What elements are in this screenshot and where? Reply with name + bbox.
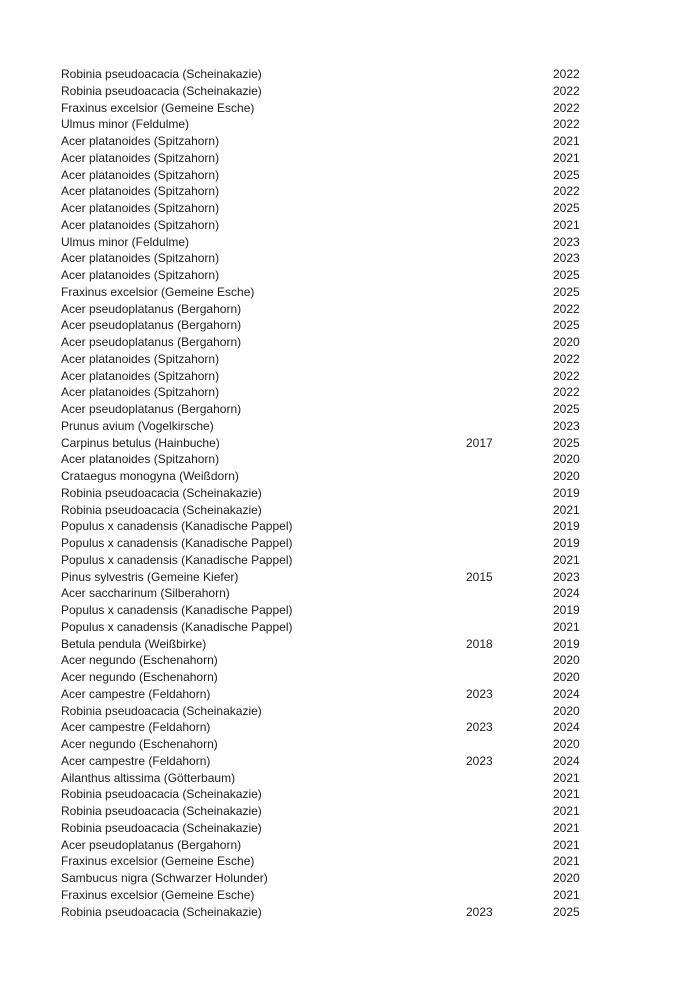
year-cell: 2020 bbox=[553, 871, 580, 885]
year-cell: 2025 bbox=[553, 268, 580, 282]
table-row bbox=[61, 83, 700, 100]
species-cell: Acer campestre (Feldahorn) bbox=[61, 720, 211, 735]
year-cell: 2025 bbox=[553, 284, 580, 299]
year-cell: 2020 bbox=[553, 703, 580, 718]
mid-year-cell: 2018 bbox=[466, 636, 493, 651]
year-cell: 2023 bbox=[553, 569, 580, 584]
year-cell: 2021 bbox=[553, 837, 580, 852]
table-row bbox=[61, 602, 700, 619]
table-row bbox=[61, 502, 700, 519]
table-row bbox=[61, 518, 700, 535]
species-cell: Acer platanoides (Spitzahorn) bbox=[61, 452, 220, 467]
year-cell: 2021 bbox=[553, 217, 580, 232]
table-row bbox=[61, 133, 700, 150]
species-cell: Acer pseudoplatanus (Bergahorn) bbox=[61, 318, 242, 333]
table-row bbox=[61, 904, 700, 921]
year-cell: 2021 bbox=[553, 502, 580, 517]
year-cell: 2022 bbox=[553, 301, 580, 316]
table-row bbox=[61, 451, 700, 468]
year-cell: 2022 bbox=[553, 100, 580, 115]
table-row bbox=[61, 736, 700, 753]
table-row bbox=[61, 468, 700, 485]
table-row bbox=[61, 351, 700, 368]
species-cell: Acer negundo (Eschenahorn) bbox=[61, 653, 218, 668]
species-cell: Acer pseudoplatanus (Bergahorn) bbox=[61, 837, 242, 852]
table-row bbox=[61, 887, 700, 904]
table-row bbox=[61, 552, 700, 569]
year-cell: 2021 bbox=[553, 854, 580, 869]
species-cell: Robinia pseudoacacia (Scheinakazie) bbox=[61, 83, 262, 98]
species-cell: Acer campestre (Feldahorn) bbox=[61, 686, 211, 701]
species-cell: Populus x canadensis (Kanadische Pappel) bbox=[61, 552, 293, 567]
table-row bbox=[61, 853, 700, 870]
species-cell: Acer saccharinum (Silberahorn) bbox=[61, 586, 230, 601]
species-cell: Pinus sylvestris (Gemeine Kiefer) bbox=[61, 569, 239, 584]
table-row bbox=[61, 435, 700, 452]
species-cell: Crataegus monogyna (Weißdorn) bbox=[61, 469, 239, 483]
table-row bbox=[61, 686, 700, 703]
table-row bbox=[61, 569, 700, 586]
species-cell: Acer platanoides (Spitzahorn) bbox=[61, 150, 220, 165]
year-cell: 2021 bbox=[553, 150, 580, 165]
table-row bbox=[61, 803, 700, 820]
year-cell: 2019 bbox=[553, 519, 580, 534]
species-cell: Populus x canadensis (Kanadische Pappel) bbox=[61, 536, 293, 550]
year-cell: 2020 bbox=[553, 469, 580, 483]
species-cell: Robinia pseudoacacia (Scheinakazie) bbox=[61, 904, 262, 919]
tree-species-list bbox=[61, 66, 700, 920]
year-cell: 2021 bbox=[553, 804, 580, 818]
year-cell: 2021 bbox=[553, 787, 580, 802]
species-cell: Ailanthus altissima (Götterbaum) bbox=[61, 770, 236, 785]
year-cell: 2021 bbox=[553, 820, 580, 835]
table-row bbox=[61, 669, 700, 686]
mid-year-cell: 2023 bbox=[466, 904, 493, 919]
species-cell: Acer platanoides (Spitzahorn) bbox=[61, 201, 220, 215]
year-cell: 2025 bbox=[553, 167, 580, 182]
mid-year-cell: 2023 bbox=[466, 686, 493, 701]
year-cell: 2024 bbox=[553, 753, 580, 768]
year-cell: 2025 bbox=[553, 318, 580, 333]
year-cell: 2019 bbox=[553, 603, 580, 617]
species-cell: Acer platanoides (Spitzahorn) bbox=[61, 351, 220, 366]
table-row bbox=[61, 183, 700, 200]
table-row bbox=[61, 116, 700, 133]
year-cell: 2025 bbox=[553, 435, 580, 450]
mid-year-cell: 2017 bbox=[466, 435, 493, 450]
table-row bbox=[61, 770, 700, 787]
year-cell: 2022 bbox=[553, 117, 580, 132]
year-cell: 2020 bbox=[553, 335, 580, 349]
species-cell: Acer platanoides (Spitzahorn) bbox=[61, 184, 220, 199]
year-cell: 2021 bbox=[553, 770, 580, 785]
year-cell: 2025 bbox=[553, 201, 580, 215]
table-row bbox=[61, 301, 700, 318]
species-cell: Acer platanoides (Spitzahorn) bbox=[61, 268, 220, 282]
year-cell: 2019 bbox=[553, 536, 580, 550]
mid-year-cell: 2015 bbox=[466, 569, 493, 584]
species-cell: Acer campestre (Feldahorn) bbox=[61, 753, 211, 768]
table-row bbox=[61, 636, 700, 653]
species-cell: Robinia pseudoacacia (Scheinakazie) bbox=[61, 67, 262, 81]
species-cell: Fraxinus excelsior (Gemeine Esche) bbox=[61, 887, 255, 902]
table-row bbox=[61, 820, 700, 837]
year-cell: 2020 bbox=[553, 670, 580, 684]
year-cell: 2022 bbox=[553, 385, 580, 400]
year-cell: 2021 bbox=[553, 552, 580, 567]
species-cell: Ulmus minor (Feldulme) bbox=[61, 234, 190, 249]
species-cell: Robinia pseudoacacia (Scheinakazie) bbox=[61, 703, 262, 718]
species-cell: Robinia pseudoacacia (Scheinakazie) bbox=[61, 502, 262, 517]
table-row bbox=[61, 234, 700, 251]
species-cell: Acer platanoides (Spitzahorn) bbox=[61, 385, 220, 400]
table-row bbox=[61, 401, 700, 418]
species-cell: Robinia pseudoacacia (Scheinakazie) bbox=[61, 820, 262, 835]
table-row bbox=[61, 585, 700, 602]
year-cell: 2022 bbox=[553, 184, 580, 199]
year-cell: 2025 bbox=[553, 904, 580, 919]
species-cell: Acer pseudoplatanus (Bergahorn) bbox=[61, 301, 242, 316]
species-cell: Betula pendula (Weißbirke) bbox=[61, 636, 207, 651]
species-cell: Robinia pseudoacacia (Scheinakazie) bbox=[61, 804, 262, 818]
year-cell: 2021 bbox=[553, 134, 580, 148]
table-row bbox=[61, 652, 700, 669]
year-cell: 2022 bbox=[553, 67, 580, 81]
year-cell: 2022 bbox=[553, 368, 580, 383]
year-cell: 2023 bbox=[553, 234, 580, 249]
species-cell: Fraxinus excelsior (Gemeine Esche) bbox=[61, 284, 255, 299]
year-cell: 2025 bbox=[553, 402, 580, 416]
table-row bbox=[61, 150, 700, 167]
table-row bbox=[61, 284, 700, 301]
species-cell: Acer platanoides (Spitzahorn) bbox=[61, 251, 220, 266]
species-cell: Ulmus minor (Feldulme) bbox=[61, 117, 190, 132]
species-cell: Populus x canadensis (Kanadische Pappel) bbox=[61, 603, 293, 617]
species-cell: Fraxinus excelsior (Gemeine Esche) bbox=[61, 100, 255, 115]
year-cell: 2024 bbox=[553, 686, 580, 701]
year-cell: 2020 bbox=[553, 452, 580, 467]
table-row bbox=[61, 384, 700, 401]
species-cell: Acer platanoides (Spitzahorn) bbox=[61, 134, 220, 148]
table-row bbox=[61, 250, 700, 267]
species-cell: Acer platanoides (Spitzahorn) bbox=[61, 217, 220, 232]
year-cell: 2019 bbox=[553, 636, 580, 651]
species-cell: Robinia pseudoacacia (Scheinakazie) bbox=[61, 787, 262, 802]
table-row bbox=[61, 368, 700, 385]
species-cell: Acer platanoides (Spitzahorn) bbox=[61, 167, 220, 182]
year-cell: 2020 bbox=[553, 653, 580, 668]
year-cell: 2023 bbox=[553, 418, 580, 433]
table-row bbox=[61, 217, 700, 234]
table-row bbox=[61, 535, 700, 552]
species-cell: Acer negundo (Eschenahorn) bbox=[61, 670, 218, 684]
mid-year-cell: 2023 bbox=[466, 720, 493, 735]
table-row bbox=[61, 786, 700, 803]
species-cell: Acer negundo (Eschenahorn) bbox=[61, 737, 218, 751]
year-cell: 2024 bbox=[553, 586, 580, 601]
table-row bbox=[61, 485, 700, 502]
year-cell: 2019 bbox=[553, 485, 580, 500]
table-row bbox=[61, 753, 700, 770]
species-cell: Acer platanoides (Spitzahorn) bbox=[61, 368, 220, 383]
year-cell: 2024 bbox=[553, 720, 580, 735]
year-cell: 2022 bbox=[553, 83, 580, 98]
species-cell: Fraxinus excelsior (Gemeine Esche) bbox=[61, 854, 255, 869]
species-cell: Prunus avium (Vogelkirsche) bbox=[61, 418, 214, 433]
species-cell: Populus x canadensis (Kanadische Pappel) bbox=[61, 519, 293, 534]
table-row bbox=[61, 418, 700, 435]
year-cell: 2021 bbox=[553, 887, 580, 902]
table-row bbox=[61, 66, 700, 83]
table-row bbox=[61, 703, 700, 720]
table-row bbox=[61, 100, 700, 117]
table-row bbox=[61, 870, 700, 887]
year-cell: 2022 bbox=[553, 351, 580, 366]
species-cell: Sambucus nigra (Schwarzer Holunder) bbox=[61, 871, 268, 885]
species-cell: Acer pseudoplatanus (Bergahorn) bbox=[61, 402, 242, 416]
species-cell: Robinia pseudoacacia (Scheinakazie) bbox=[61, 485, 262, 500]
table-row bbox=[61, 167, 700, 184]
year-cell: 2021 bbox=[553, 619, 580, 634]
species-cell: Acer pseudoplatanus (Bergahorn) bbox=[61, 335, 242, 349]
species-cell: Carpinus betulus (Hainbuche) bbox=[61, 435, 220, 450]
table-row bbox=[61, 619, 700, 636]
table-row bbox=[61, 317, 700, 334]
table-row bbox=[61, 334, 700, 351]
table-row bbox=[61, 719, 700, 736]
species-cell: Populus x canadensis (Kanadische Pappel) bbox=[61, 619, 293, 634]
mid-year-cell: 2023 bbox=[466, 753, 493, 768]
year-cell: 2023 bbox=[553, 251, 580, 266]
year-cell: 2020 bbox=[553, 737, 580, 751]
table-row bbox=[61, 200, 700, 217]
table-row bbox=[61, 267, 700, 284]
table-row bbox=[61, 837, 700, 854]
